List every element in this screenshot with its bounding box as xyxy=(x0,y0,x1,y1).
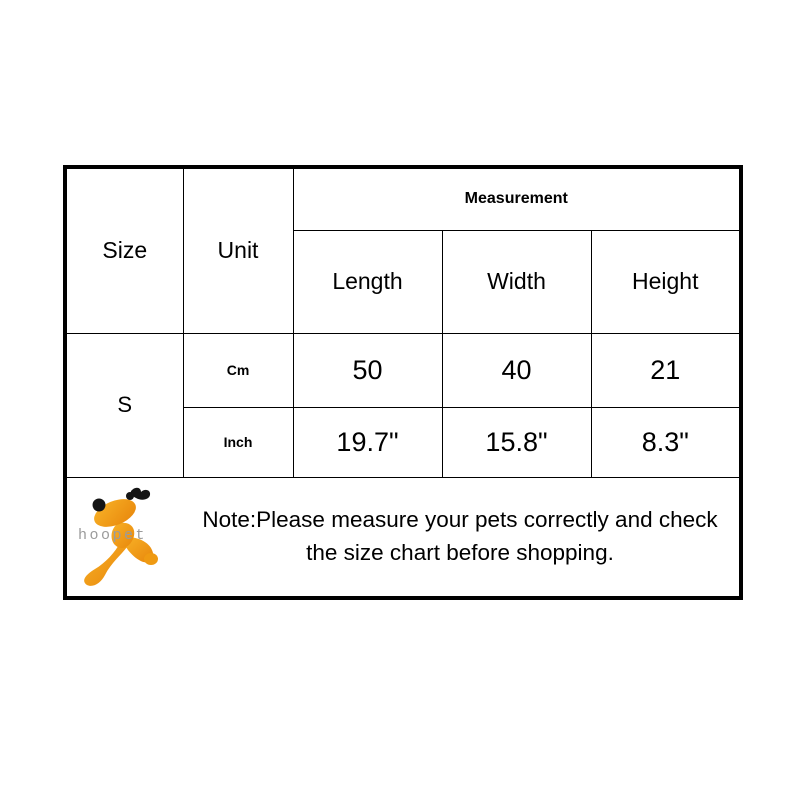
header-height: Height xyxy=(591,230,741,333)
width-cm: 40 xyxy=(442,333,591,407)
height-inch: 8.3" xyxy=(591,407,741,477)
unit-inch: Inch xyxy=(183,407,293,477)
height-cm: 21 xyxy=(591,333,741,407)
header-length: Length xyxy=(293,230,442,333)
length-cm: 50 xyxy=(293,333,442,407)
brand-logo xyxy=(67,485,199,589)
hoopet-dog-logo-icon xyxy=(77,485,189,589)
note-row xyxy=(65,477,741,598)
unit-cm: Cm xyxy=(183,333,293,407)
size-chart-table xyxy=(63,165,743,600)
note-text: Note:Please measure your pets correctly and check the size chart before shopping. xyxy=(202,507,718,565)
table-row xyxy=(65,333,741,407)
header-width: Width xyxy=(442,230,591,333)
length-inch: 19.7" xyxy=(293,407,442,477)
header-size: Size xyxy=(65,167,183,333)
note-cell xyxy=(65,477,741,598)
hoopet-wordmark: hoopet xyxy=(78,526,148,544)
width-inch: 15.8" xyxy=(442,407,591,477)
size-chart xyxy=(63,165,743,600)
size-value: S xyxy=(65,333,183,477)
header-measurement: Measurement xyxy=(293,167,741,230)
header-unit: Unit xyxy=(183,167,293,333)
